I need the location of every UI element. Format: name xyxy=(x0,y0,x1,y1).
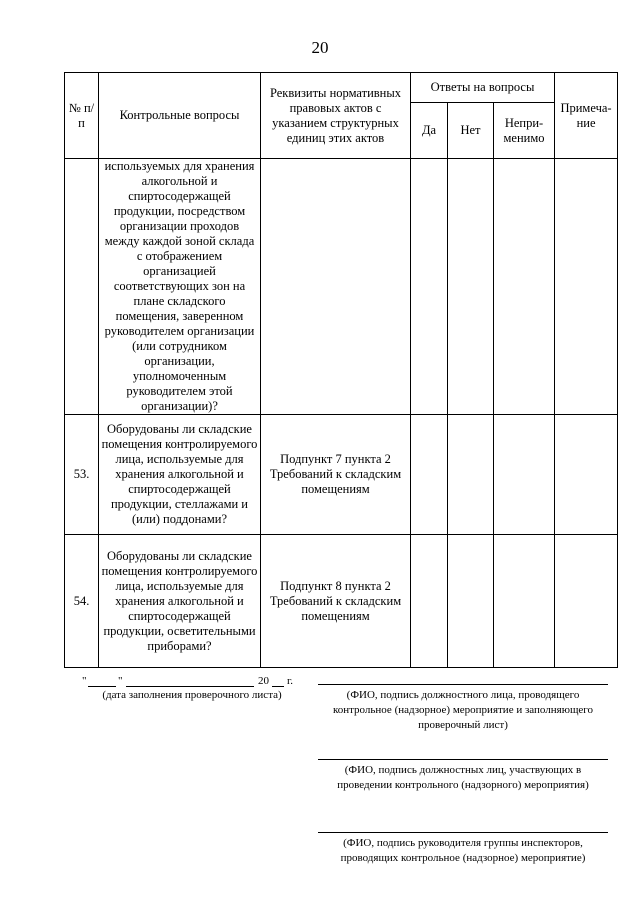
table-row xyxy=(65,415,618,535)
answer-yes-cell xyxy=(411,159,448,415)
year-blank-line xyxy=(272,686,284,687)
signature-line xyxy=(318,684,608,685)
answer-yes-cell xyxy=(411,535,448,668)
question-text: используемых для хранения алкогольной и спиртосодержащей продукции, посредством организации проходов между каждой зоной склада с отображением организацией соответствующих зон на плане складского помещения, заверенном руководителем организации (или сотрудником организации, уполномоченным руководителем этой организации)? xyxy=(99,159,261,415)
table-row xyxy=(65,535,618,668)
row-number: 54. xyxy=(65,535,99,668)
day-blank-line xyxy=(88,686,116,687)
answer-na-cell xyxy=(494,415,555,535)
signature-block-group-lead xyxy=(318,832,608,866)
header-not-applicable: Непри- менимо xyxy=(494,103,555,159)
month-blank-line xyxy=(126,686,254,687)
legal-reference: Подпункт 8 пункта 2 Требований к складским помещениям xyxy=(261,535,411,668)
checklist-table xyxy=(64,72,618,668)
header-number: № п/п xyxy=(65,73,99,159)
year-suffix: г. xyxy=(287,675,294,687)
quote-close: " xyxy=(118,675,123,687)
signature-caption: (ФИО, подпись руководителя группы инспекторов, проводящих контрольное (надзорное) мероприятие) xyxy=(340,837,586,864)
date-caption: (дата заполнения проверочного листа) xyxy=(102,689,282,701)
header-questions: Контрольные вопросы xyxy=(99,73,261,159)
signature-caption: (ФИО, подпись должностных лиц, участвующих в проведении контрольного (надзорного) мероприятия) xyxy=(337,764,589,791)
date-line xyxy=(82,675,302,689)
note-cell xyxy=(555,535,618,668)
header-legal-acts: Реквизиты нормативных правовых актов с указанием структурных единиц этих актов xyxy=(261,73,411,159)
question-text: Оборудованы ли складские помещения контролируемого лица, используемые для хранения алкогольной и спиртосодержащей продукции, осветительными приборами? xyxy=(99,535,261,668)
note-cell xyxy=(555,415,618,535)
legal-reference: Подпункт 7 пункта 2 Требований к складским помещениям xyxy=(261,415,411,535)
signature-line xyxy=(318,759,608,760)
answer-no-cell xyxy=(448,415,494,535)
date-block xyxy=(82,675,302,701)
signature-block-inspector xyxy=(318,684,608,733)
note-cell xyxy=(555,159,618,415)
answer-yes-cell xyxy=(411,415,448,535)
year-prefix: 20 xyxy=(258,675,269,687)
answer-na-cell xyxy=(494,159,555,415)
header-yes: Да xyxy=(411,103,448,159)
answer-no-cell xyxy=(448,535,494,668)
quote-open: " xyxy=(82,675,87,687)
row-number: 53. xyxy=(65,415,99,535)
signature-line xyxy=(318,832,608,833)
answer-na-cell xyxy=(494,535,555,668)
answer-no-cell xyxy=(448,159,494,415)
header-note: Примеча- ние xyxy=(555,73,618,159)
signature-caption: (ФИО, подпись должностного лица, проводящего контрольное (надзорное) мероприятие и заполняющего проверочный лист) xyxy=(332,689,594,731)
question-text: Оборудованы ли складские помещения контролируемого лица, используемые для хранения алкогольной и спиртосодержащей продукции, стеллажами и (или) поддонами? xyxy=(99,415,261,535)
row-number xyxy=(65,159,99,415)
legal-reference xyxy=(261,159,411,415)
header-no: Нет xyxy=(448,103,494,159)
signature-block-participants xyxy=(318,759,608,793)
header-answers: Ответы на вопросы xyxy=(411,73,555,103)
page-number: 20 xyxy=(311,38,329,57)
table-row xyxy=(65,159,618,415)
